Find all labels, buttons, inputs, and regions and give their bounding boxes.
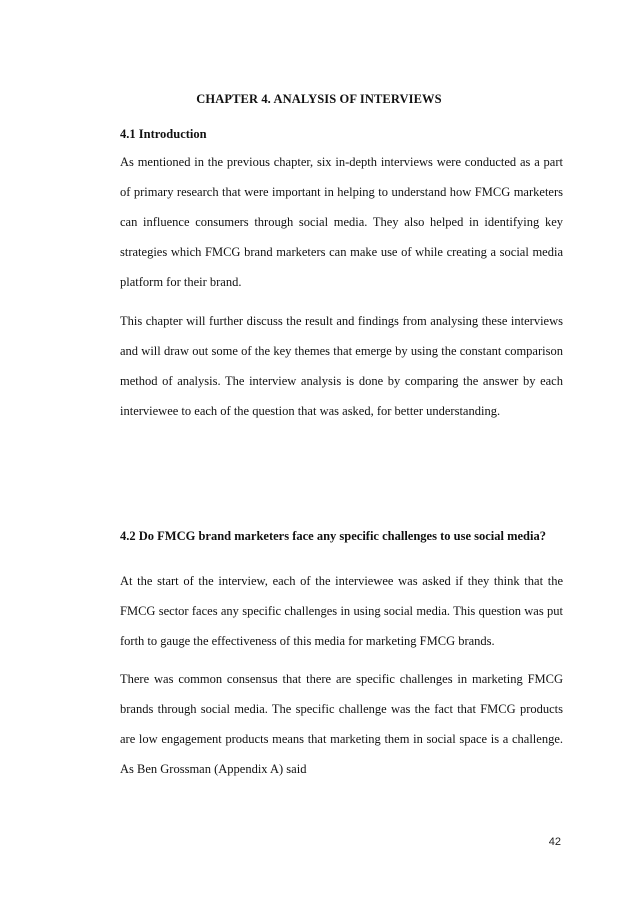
section-heading-introduction: 4.1 Introduction [120,127,207,141]
page-number: 42 [548,836,561,848]
paragraph-introduction-2: This chapter will further discuss the result and findings from analysing these interviews and will draw out some of the key themes that emerge by using the constant comparison method of analysis. The interview analysis is done by comparing the answer by each interviewee to each of the question that was asked, for better understanding. [120,314,563,418]
section-heading-challenges: 4.2 Do FMCG brand marketers face any specific challenges to use social media? [120,529,546,543]
paragraph-challenges-1: At the start of the interview, each of the interviewee was asked if they think that the FMCG sector faces any specific challenges in using social media. This question was put forth to gauge the effectiveness of this media for marketing FMCG brands. [120,574,563,648]
chapter-title: CHAPTER 4. ANALYSIS OF INTERVIEWS [196,92,442,106]
paragraph-challenges-2: There was common consensus that there are specific challenges in marketing FMCG brands through social media. The specific challenge was the fact that FMCG products are low engagement products means that marketing them in social space is a challenge. As Ben Grossman (Appendix A) said [120,672,563,776]
paragraph-introduction-1: As mentioned in the previous chapter, six in-depth interviews were conducted as a part of primary research that were important in helping to understand how FMCG marketers can influence consumers through social media. They also helped in identifying key strategies which FMCG brand marketers can make use of while creating a social media platform for their brand. [120,155,563,289]
